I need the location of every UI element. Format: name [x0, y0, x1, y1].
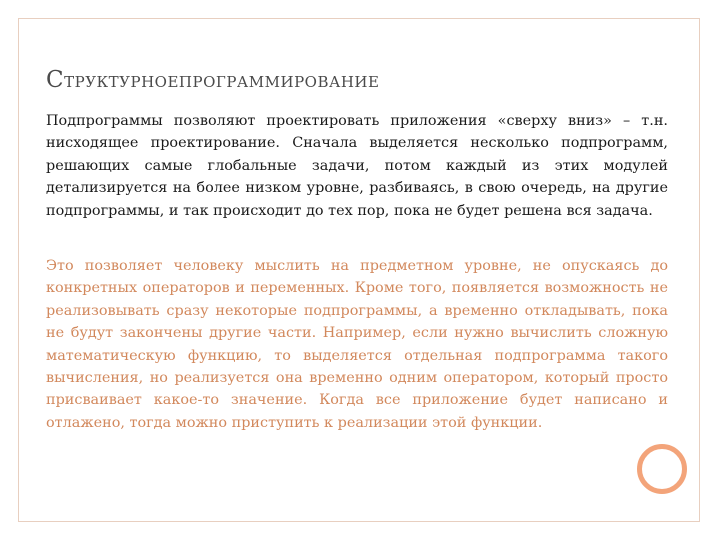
slide-title [46, 57, 379, 95]
decorative-circle [637, 444, 687, 494]
slide-title-rest: ТРУКТУРНОЕПРОГРАММИРОВАНИЕ [64, 73, 380, 91]
body-paragraph-accent: Это позволяет человеку мыслить на предметном уровне, не опускаясь до конкретных операторов и переменных. Кроме того, появляется возможность не реализовывать сразу некоторые подпрограммы, а временно откладывать, пока не будут закончены другие части. Например, если нужно вычислить сложную математическую функцию, то выделяется отдельная подпрограмма такого вычисления, но реализуется она временно одним оператором, который просто присваивает какое-то значение. Когда все приложение будет написано и отлажено, тогда можно приступить к реализации этой функции. [46, 258, 668, 431]
body-paragraph-main: Подпрограммы позволяют проектировать приложения «сверху вниз» – т.н. нисходящее проектирование. Сначала выделяется несколько подпрограмм, решающих самые глобальные задачи, потом каждый из этих модулей детализируется на более низком уровне, разбиваясь, в свою очередь, на другие подпрограммы, и так происходит до тех пор, пока не будет решена вся задача. [46, 113, 668, 219]
slide-title-initial: С [46, 67, 65, 93]
